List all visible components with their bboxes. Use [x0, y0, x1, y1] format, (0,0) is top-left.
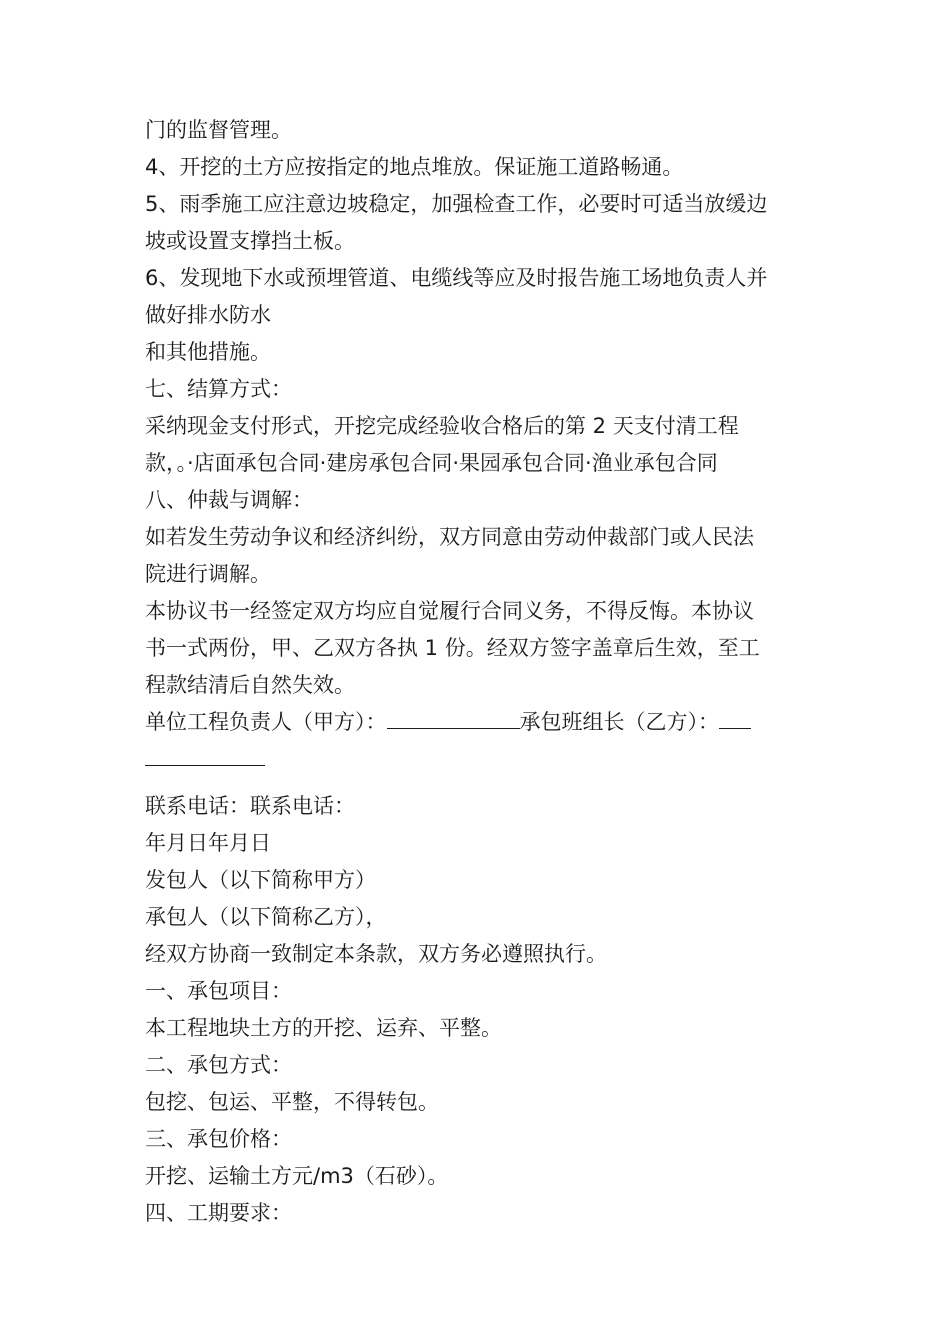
document-body: [145, 112, 807, 1232]
text-line: 门的监督管理。: [145, 118, 292, 142]
party-b-label: 承包班组长（乙方）：: [519, 710, 719, 734]
section-heading: 三、承包价格：: [145, 1127, 292, 1151]
text-line: 6、发现地下水或预埋管道、电缆线等应及时报告施工场地负责人并: [145, 266, 768, 290]
text-line: 院进行调解。: [145, 562, 271, 586]
signature-line: [145, 704, 807, 741]
party-b-signature-blank: [719, 704, 751, 729]
section-heading: 八、仲裁与调解：: [145, 488, 313, 512]
text-line: 坡或设置支撑挡土板。: [145, 229, 355, 253]
party-a-label: 单位工程负责人（甲方）：: [145, 710, 387, 734]
text-line: 本工程地块土方的开挖、运弃、平整。: [145, 1016, 502, 1040]
party-a-signature-blank: [387, 704, 520, 729]
text-line: 如若发生劳动争议和经济纠纷，双方同意由劳动仲裁部门或人民法: [145, 525, 754, 549]
section-heading: 四、工期要求：: [145, 1201, 292, 1225]
text-line: 承包人（以下简称乙方），: [145, 905, 387, 929]
section-heading: 一、承包项目：: [145, 979, 292, 1003]
signature-line-continued: [145, 741, 807, 788]
contact-line: 联系电话：联系电话：: [145, 794, 355, 818]
text-line: 经双方协商一致制定本条款，双方务必遵照执行。: [145, 942, 607, 966]
text-line: 采纳现金支付形式，开挖完成经验收合格后的第 2 天支付清工程: [145, 414, 739, 438]
text-line: 书一式两份，甲、乙双方各执 1 份。经双方签字盖章后生效，至工: [145, 636, 760, 660]
text-line: 和其他措施。: [145, 340, 271, 364]
text-line: 4、开挖的土方应按指定的地点堆放。保证施工道路畅通。: [145, 155, 684, 179]
date-line: 年月日年月日: [145, 831, 271, 855]
text-line: 包挖、包运、平整，不得转包。: [145, 1090, 439, 1114]
section-heading: 七、结算方式：: [145, 377, 292, 401]
section-heading: 二、承包方式：: [145, 1053, 292, 1077]
text-line: 开挖、运输土方元/m3（石砂）。: [145, 1164, 449, 1188]
text-line: 发包人（以下简称甲方）: [145, 868, 376, 892]
text-line: 做好排水防水: [145, 303, 271, 327]
text-line: 款，。·店面承包合同·建房承包合同·果园承包合同·渔业承包合同: [145, 451, 718, 475]
text-line: 程款结清后自然失效。: [145, 673, 355, 697]
party-b-signature-blank-continued: [145, 741, 265, 766]
text-line: 本协议书一经签定双方均应自觉履行合同义务，不得反悔。本协议: [145, 599, 754, 623]
text-line: 5、雨季施工应注意边坡稳定，加强检查工作，必要时可适当放缓边: [145, 192, 768, 216]
